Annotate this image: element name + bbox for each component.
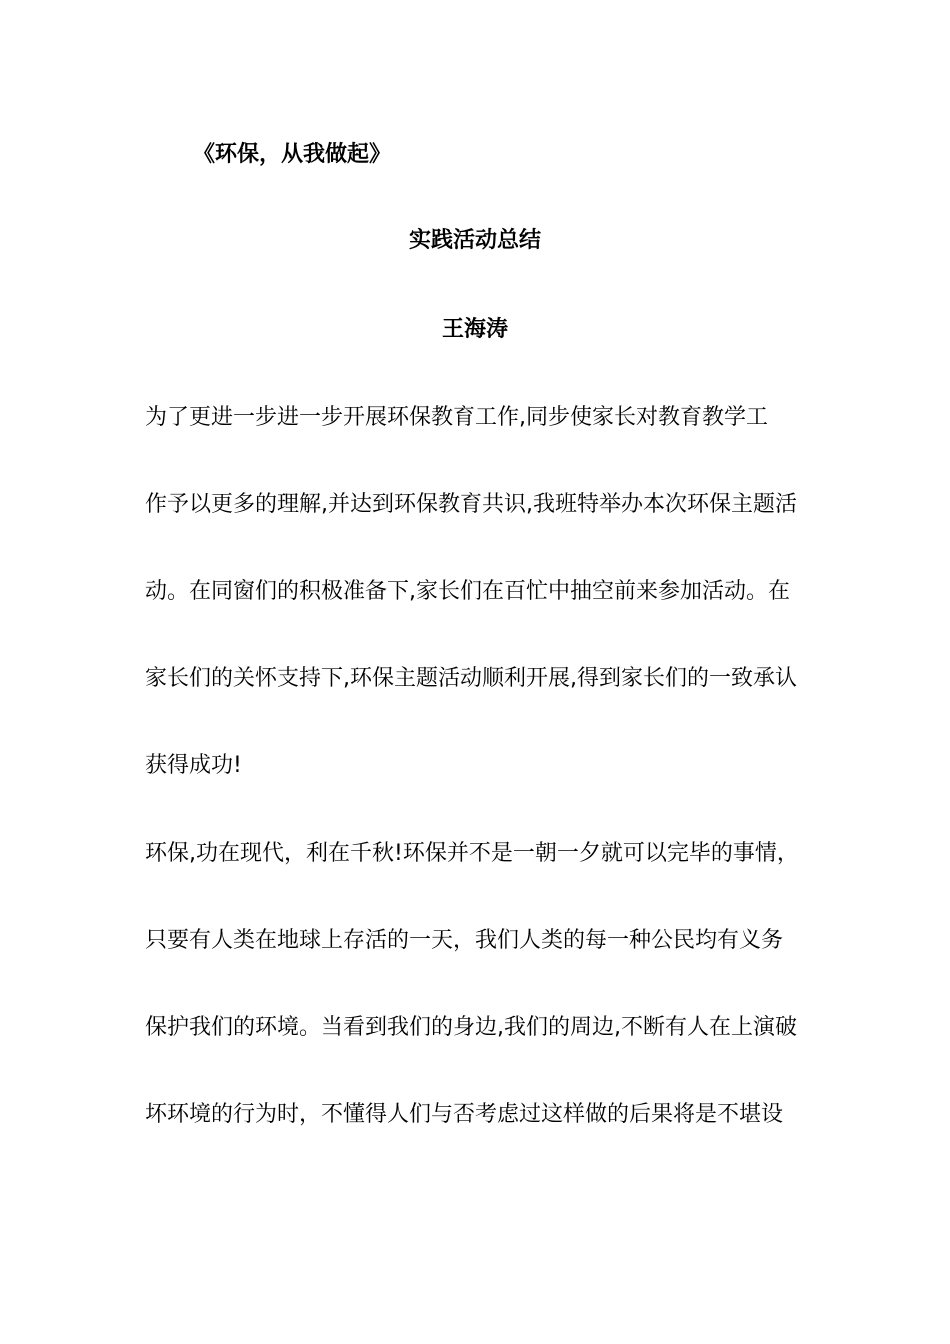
paragraph-2-line: 环保,功在现代，利在千秋!环保并不是一朝一夕就可以完毕的事情， (145, 841, 799, 866)
document-title: 《环保，从我做起》 (193, 142, 392, 167)
paragraph-1-line: 家长们的关怀支持下,环保主题活动顺利开展,得到家长们的一致承认 (145, 666, 797, 691)
paragraph-2-line: 坏环境的行为时，不懂得人们与否考虑过这样做的后果将是不堪设 (145, 1102, 784, 1127)
paragraph-1-line: 动。在同窗们的积极准备下,家长们在百忙中抽空前来参加活动。在 (145, 579, 790, 604)
document-subtitle: 实践活动总结 (408, 228, 541, 253)
paragraph-1-line: 作予以更多的理解,并达到环保教育共识,我班特举办本次环保主题活 (145, 492, 797, 517)
document-author: 王海涛 (441, 317, 508, 342)
paragraph-2-line: 只要有人类在地球上存活的一天，我们人类的每一种公民均有义务 (145, 928, 784, 953)
paragraph-1-line: 获得成功! (145, 753, 242, 778)
paragraph-2-line: 保护我们的环境。当看到我们的身边,我们的周边,不断有人在上演破 (145, 1015, 797, 1040)
paragraph-1-line: 为了更进一步进一步开展环保教育工作,同步使家长对教育教学工 (145, 405, 768, 430)
